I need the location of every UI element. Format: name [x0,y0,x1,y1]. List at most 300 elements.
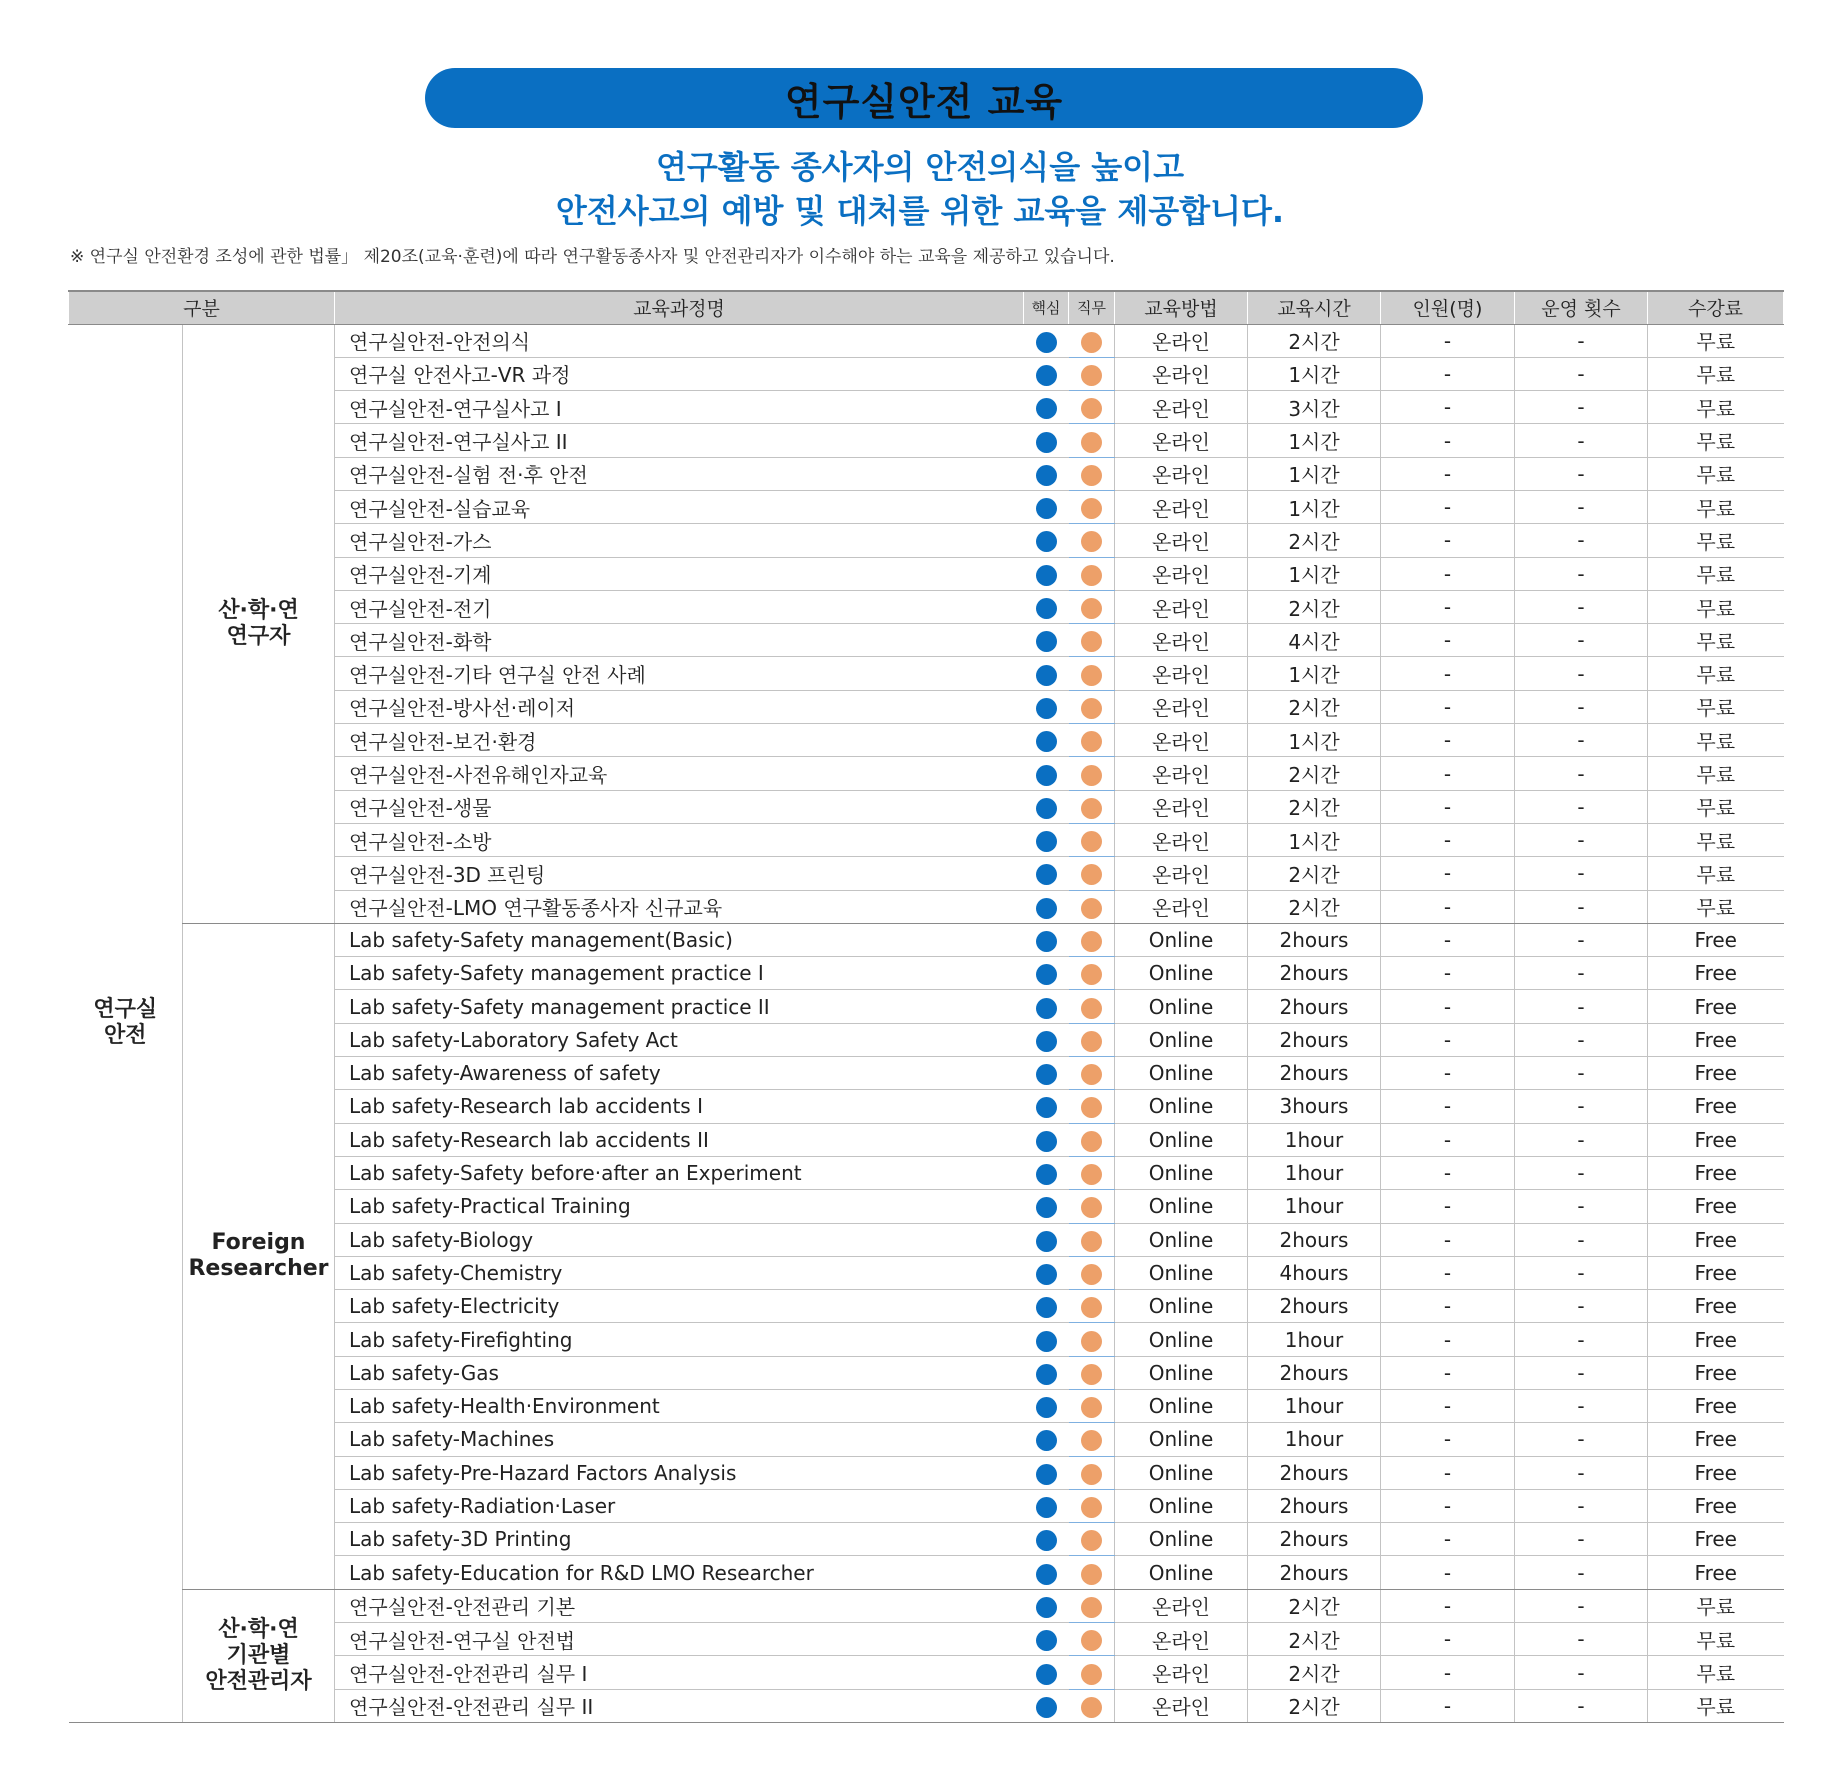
cell-runs: - [1515,424,1648,457]
core-cell [1024,457,1069,490]
cell-method: Online [1115,1356,1248,1389]
core-cell [1024,1290,1069,1323]
course-name: 연구실안전-기계 [335,557,1024,590]
cell-time: 2시간 [1248,1589,1381,1622]
cell-runs: - [1515,1489,1648,1522]
cell-runs: - [1515,357,1648,390]
cell-runs: - [1515,1589,1648,1622]
job-dot-icon [1081,1664,1102,1685]
job-dot-icon [1081,1097,1102,1118]
cell-people: - [1381,457,1515,490]
cell-runs: - [1515,1689,1648,1722]
course-name: Lab safety-Awareness of safety [335,1057,1024,1090]
course-name: 연구실안전-3D 프린팅 [335,857,1024,890]
job-cell [1069,1156,1115,1189]
core-dot-icon [1036,332,1057,353]
core-cell [1024,557,1069,590]
cell-time: 2시간 [1248,324,1381,357]
core-dot-icon [1036,1430,1057,1451]
cell-people: - [1381,590,1515,623]
cell-runs: - [1515,990,1648,1023]
cell-time: 4시간 [1248,624,1381,657]
cell-runs: - [1515,1156,1648,1189]
job-dot-icon [1081,1064,1102,1085]
core-dot-icon [1036,1131,1057,1152]
cell-runs: - [1515,1623,1648,1656]
job-cell [1069,657,1115,690]
job-dot-icon [1081,998,1102,1019]
job-dot-icon [1081,498,1102,519]
cell-time: 1hour [1248,1323,1381,1356]
core-dot-icon [1036,1464,1057,1485]
core-dot-icon [1036,998,1057,1019]
cell-fee: Free [1648,1323,1784,1356]
core-cell [1024,1123,1069,1156]
course-name: Lab safety-Education for R&D LMO Researcher [335,1556,1024,1589]
cell-runs: - [1515,457,1648,490]
job-cell [1069,1057,1115,1090]
job-dot-icon [1081,398,1102,419]
core-cell [1024,1456,1069,1489]
page-title: 연구실안전 교육 [784,79,1064,124]
cell-people: - [1381,1456,1515,1489]
job-dot-icon [1081,432,1102,453]
core-dot-icon [1036,1697,1057,1718]
cell-people: - [1381,1656,1515,1689]
job-cell [1069,1090,1115,1123]
core-dot-icon [1036,1564,1057,1585]
job-cell [1069,391,1115,424]
cell-method: Online [1115,1390,1248,1423]
cell-method: Online [1115,1523,1248,1556]
course-name: 연구실안전-가스 [335,524,1024,557]
job-cell [1069,1323,1115,1356]
course-name: Lab safety-Radiation·Laser [335,1489,1024,1522]
cell-time: 2시간 [1248,590,1381,623]
job-cell [1069,890,1115,923]
job-cell [1069,724,1115,757]
cell-runs: - [1515,1423,1648,1456]
job-dot-icon [1081,931,1102,952]
cell-fee: Free [1648,1090,1784,1123]
job-dot-icon [1081,565,1102,586]
cell-fee: 무료 [1648,357,1784,390]
course-name: Lab safety-Laboratory Safety Act [335,1023,1024,1056]
cell-method: 온라인 [1115,724,1248,757]
group-category-cell: Foreign Researcher [183,923,335,1589]
cell-time: 2hours [1248,990,1381,1023]
core-dot-icon [1036,864,1057,885]
header-fee: 수강료 [1648,291,1784,324]
header-people: 인원(명) [1381,291,1515,324]
job-dot-icon [1081,964,1102,985]
course-name: 연구실안전-소방 [335,823,1024,856]
cell-people: - [1381,357,1515,390]
core-cell [1024,1256,1069,1289]
job-cell [1069,757,1115,790]
job-cell [1069,1556,1115,1589]
course-name: Lab safety-Safety management(Basic) [335,923,1024,956]
course-name: 연구실 안전사고-VR 과정 [335,357,1024,390]
cell-runs: - [1515,857,1648,890]
cell-time: 2시간 [1248,1623,1381,1656]
cell-people: - [1381,657,1515,690]
cell-runs: - [1515,1223,1648,1256]
cell-people: - [1381,524,1515,557]
cell-runs: - [1515,1090,1648,1123]
job-cell [1069,557,1115,590]
cell-time: 3시간 [1248,391,1381,424]
cell-people: - [1381,324,1515,357]
job-dot-icon [1081,1697,1102,1718]
cell-people: - [1381,724,1515,757]
cell-fee: Free [1648,1023,1784,1056]
cell-people: - [1381,1556,1515,1589]
cell-fee: 무료 [1648,524,1784,557]
cell-method: Online [1115,1023,1248,1056]
job-cell [1069,790,1115,823]
cell-method: 온라인 [1115,790,1248,823]
job-dot-icon [1081,798,1102,819]
core-dot-icon [1036,631,1057,652]
course-name: 연구실안전-안전관리 실무 II [335,1689,1024,1722]
cell-time: 2시간 [1248,757,1381,790]
job-cell [1069,1623,1115,1656]
course-name: 연구실안전-연구실사고 II [335,424,1024,457]
header-runs: 운영 횟수 [1515,291,1648,324]
core-cell [1024,790,1069,823]
cell-runs: - [1515,1556,1648,1589]
cell-runs: - [1515,1256,1648,1289]
job-cell [1069,624,1115,657]
core-cell [1024,424,1069,457]
course-name: Lab safety-Practical Training [335,1190,1024,1223]
core-dot-icon [1036,1397,1057,1418]
cell-runs: - [1515,890,1648,923]
job-cell [1069,1023,1115,1056]
cell-people: - [1381,1057,1515,1090]
core-dot-icon [1036,698,1057,719]
subtitle-line-1: 연구활동 종사자의 안전의식을 높이고 [655,148,1184,186]
cell-runs: - [1515,1123,1648,1156]
cell-time: 2시간 [1248,1656,1381,1689]
cell-runs: - [1515,724,1648,757]
cell-method: 온라인 [1115,624,1248,657]
cell-fee: 무료 [1648,424,1784,457]
core-dot-icon [1036,831,1057,852]
core-dot-icon [1036,531,1057,552]
course-name: Lab safety-Research lab accidents II [335,1123,1024,1156]
core-cell [1024,324,1069,357]
course-name: 연구실안전-사전유해인자교육 [335,757,1024,790]
job-cell [1069,857,1115,890]
core-dot-icon [1036,765,1057,786]
course-name: Lab safety-3D Printing [335,1523,1024,1556]
core-dot-icon [1036,1497,1057,1518]
job-dot-icon [1081,1031,1102,1052]
job-dot-icon [1081,864,1102,885]
job-cell [1069,1223,1115,1256]
job-dot-icon [1081,665,1102,686]
job-dot-icon [1081,332,1102,353]
core-cell [1024,1556,1069,1589]
job-cell [1069,957,1115,990]
cell-time: 2시간 [1248,690,1381,723]
cell-method: Online [1115,1489,1248,1522]
cell-runs: - [1515,690,1648,723]
job-cell [1069,990,1115,1023]
cell-fee: Free [1648,1390,1784,1423]
core-cell [1024,1057,1069,1090]
core-cell [1024,357,1069,390]
core-dot-icon [1036,1097,1057,1118]
cell-people: - [1381,1023,1515,1056]
cell-people: - [1381,1523,1515,1556]
core-dot-icon [1036,1231,1057,1252]
cell-fee: 무료 [1648,324,1784,357]
core-cell [1024,823,1069,856]
cell-fee: 무료 [1648,391,1784,424]
cell-fee: 무료 [1648,857,1784,890]
cell-fee: Free [1648,1489,1784,1522]
job-dot-icon [1081,1530,1102,1551]
cell-runs: - [1515,1656,1648,1689]
cell-time: 2hours [1248,1290,1381,1323]
job-dot-icon [1081,1597,1102,1618]
cell-runs: - [1515,1290,1648,1323]
cell-method: 온라인 [1115,424,1248,457]
cell-fee: 무료 [1648,790,1784,823]
core-dot-icon [1036,565,1057,586]
cell-time: 1시간 [1248,557,1381,590]
core-cell [1024,1023,1069,1056]
core-cell [1024,1223,1069,1256]
cell-time: 2hours [1248,1023,1381,1056]
core-dot-icon [1036,1297,1057,1318]
cell-method: Online [1115,957,1248,990]
cell-method: 온라인 [1115,1656,1248,1689]
cell-runs: - [1515,957,1648,990]
cell-time: 1시간 [1248,424,1381,457]
table-header-row [69,291,1784,324]
cell-time: 4hours [1248,1256,1381,1289]
course-name: 연구실안전-화학 [335,624,1024,657]
job-dot-icon [1081,1331,1102,1352]
core-cell [1024,490,1069,523]
job-cell [1069,590,1115,623]
job-cell [1069,1423,1115,1456]
cell-runs: - [1515,1057,1648,1090]
cell-fee: 무료 [1648,757,1784,790]
cell-runs: - [1515,557,1648,590]
cell-method: Online [1115,990,1248,1023]
course-name: 연구실안전-안전의식 [335,324,1024,357]
cell-method: 온라인 [1115,357,1248,390]
course-name: 연구실안전-생물 [335,790,1024,823]
course-name: 연구실안전-보건·환경 [335,724,1024,757]
job-dot-icon [1081,631,1102,652]
course-name: 연구실안전-실험 전·후 안전 [335,457,1024,490]
cell-people: - [1381,890,1515,923]
cell-fee: Free [1648,1123,1784,1156]
cell-runs: - [1515,1023,1648,1056]
cell-people: - [1381,1156,1515,1189]
cell-fee: 무료 [1648,624,1784,657]
cell-method: Online [1115,1190,1248,1223]
core-cell [1024,757,1069,790]
job-dot-icon [1081,1497,1102,1518]
job-cell [1069,357,1115,390]
cell-people: - [1381,1223,1515,1256]
core-cell [1024,1356,1069,1389]
cell-people: - [1381,1356,1515,1389]
core-dot-icon [1036,1031,1057,1052]
cell-fee: 무료 [1648,890,1784,923]
core-cell [1024,1489,1069,1522]
cell-fee: 무료 [1648,490,1784,523]
core-dot-icon [1036,731,1057,752]
core-cell [1024,990,1069,1023]
cell-time: 2hours [1248,1556,1381,1589]
job-cell [1069,524,1115,557]
core-cell [1024,1523,1069,1556]
cell-time: 2hours [1248,1489,1381,1522]
core-dot-icon [1036,798,1057,819]
cell-runs: - [1515,1456,1648,1489]
core-dot-icon [1036,1664,1057,1685]
cell-time: 1hour [1248,1423,1381,1456]
cell-fee: Free [1648,1356,1784,1389]
job-dot-icon [1081,465,1102,486]
cell-people: - [1381,424,1515,457]
cell-time: 2hours [1248,1057,1381,1090]
cell-people: - [1381,1589,1515,1622]
cell-method: 온라인 [1115,757,1248,790]
cell-people: - [1381,1423,1515,1456]
job-dot-icon [1081,1464,1102,1485]
job-cell [1069,1523,1115,1556]
cell-people: - [1381,1689,1515,1722]
job-cell [1069,1589,1115,1622]
cell-runs: - [1515,324,1648,357]
cell-method: Online [1115,1256,1248,1289]
course-name: 연구실안전-실습교육 [335,490,1024,523]
cell-fee: Free [1648,1223,1784,1256]
table-row [69,1589,1784,1622]
core-cell [1024,524,1069,557]
core-dot-icon [1036,964,1057,985]
core-dot-icon [1036,598,1057,619]
cell-time: 2hours [1248,1523,1381,1556]
cell-time: 1시간 [1248,457,1381,490]
cell-runs: - [1515,391,1648,424]
core-dot-icon [1036,1264,1057,1285]
course-name: Lab safety-Gas [335,1356,1024,1389]
cell-runs: - [1515,790,1648,823]
cell-fee: Free [1648,1423,1784,1456]
core-cell [1024,624,1069,657]
core-cell [1024,1190,1069,1223]
cell-fee: 무료 [1648,823,1784,856]
core-cell [1024,1423,1069,1456]
job-cell [1069,1689,1115,1722]
core-cell [1024,1090,1069,1123]
core-dot-icon [1036,1364,1057,1385]
cell-people: - [1381,923,1515,956]
cell-time: 2hours [1248,1456,1381,1489]
job-dot-icon [1081,365,1102,386]
job-dot-icon [1081,1231,1102,1252]
cell-time: 1시간 [1248,823,1381,856]
cell-fee: Free [1648,1057,1784,1090]
cell-runs: - [1515,490,1648,523]
cell-people: - [1381,990,1515,1023]
cell-method: 온라인 [1115,1589,1248,1622]
cell-method: Online [1115,923,1248,956]
cell-time: 1시간 [1248,490,1381,523]
core-dot-icon [1036,398,1057,419]
core-cell [1024,690,1069,723]
cell-method: 온라인 [1115,823,1248,856]
cell-runs: - [1515,1523,1648,1556]
job-dot-icon [1081,1430,1102,1451]
table-row [69,324,1784,357]
cell-fee: 무료 [1648,1656,1784,1689]
job-cell [1069,1290,1115,1323]
cell-people: - [1381,557,1515,590]
job-cell [1069,823,1115,856]
cell-people: - [1381,1623,1515,1656]
cell-method: Online [1115,1423,1248,1456]
job-dot-icon [1081,1131,1102,1152]
core-dot-icon [1036,931,1057,952]
cell-fee: Free [1648,923,1784,956]
course-name: Lab safety-Pre-Hazard Factors Analysis [335,1456,1024,1489]
core-dot-icon [1036,1064,1057,1085]
core-cell [1024,1390,1069,1423]
cell-people: - [1381,1256,1515,1289]
job-dot-icon [1081,1630,1102,1651]
cell-method: 온라인 [1115,857,1248,890]
cell-people: - [1381,1390,1515,1423]
cell-fee: 무료 [1648,724,1784,757]
job-cell [1069,457,1115,490]
job-dot-icon [1081,1364,1102,1385]
core-cell [1024,957,1069,990]
cell-method: Online [1115,1156,1248,1189]
job-cell [1069,424,1115,457]
course-name: Lab safety-Safety management practice II [335,990,1024,1023]
subtitle-line-2: 안전사고의 예방 및 대처를 위한 교육을 제공합니다. [555,192,1285,230]
group-category-cell: 산·학·연 연구자 [183,324,335,923]
job-dot-icon [1081,898,1102,919]
job-cell [1069,324,1115,357]
cell-runs: - [1515,657,1648,690]
core-dot-icon [1036,1597,1057,1618]
job-dot-icon [1081,531,1102,552]
job-dot-icon [1081,1264,1102,1285]
core-dot-icon [1036,498,1057,519]
core-cell [1024,1323,1069,1356]
cell-method: 온라인 [1115,890,1248,923]
job-cell [1069,490,1115,523]
cell-time: 1hour [1248,1123,1381,1156]
course-name: 연구실안전-연구실 안전법 [335,1623,1024,1656]
cell-people: - [1381,823,1515,856]
header-category: 구분 [69,291,335,324]
core-dot-icon [1036,898,1057,919]
cell-runs: - [1515,823,1648,856]
